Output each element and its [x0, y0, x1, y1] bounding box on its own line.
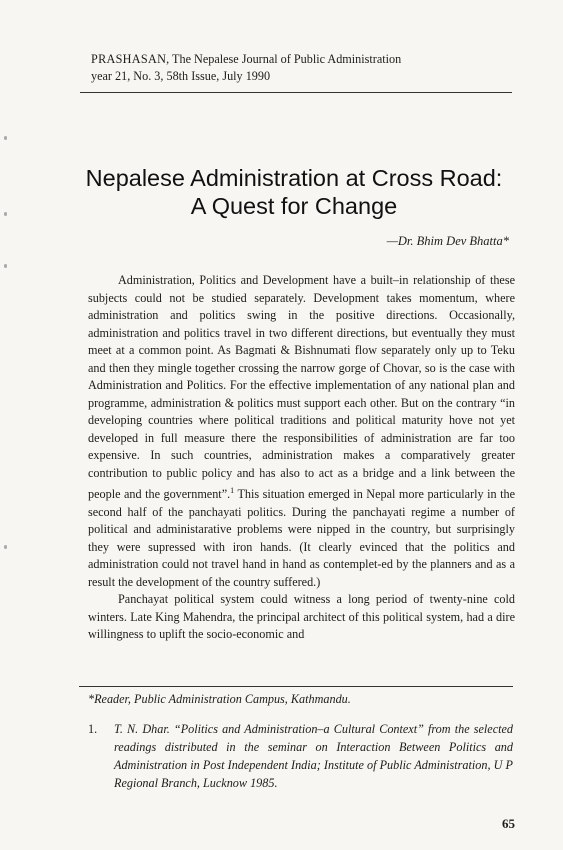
paragraph-1-continued: This situation emerged in Nepal more particularly in the second half of the panchayati politics. During the panchayati regime a number of political and administarative problems were nipped in the country, but surprisingly they were supressed with iron hands. (It clearly evinced that the politics and administration could not travel hand in hand as contemplet-ed by the planners and as a result the development of the country suffered.): [88, 487, 515, 589]
author-affiliation-note: *Reader, Public Administration Campus, Kathmandu.: [88, 692, 351, 706]
footnote-ref-1: 1: [230, 486, 235, 495]
footnote-text: T. N. Dhar. “Politics and Administration–a Cultural Context” from the selected readings distributed in the seminar on Interaction Between Politics and Administration in Post Independent India; Institute of Public Administration, U P Regional Branch, Lucknow 1985.: [114, 722, 513, 790]
footnote-divider: [79, 686, 513, 687]
header-divider: [80, 92, 512, 93]
journal-header: [91, 51, 491, 85]
scan-edge-mark: [4, 264, 7, 268]
journal-title-line: [91, 51, 491, 68]
journal-name: PRASHASAN: [91, 52, 167, 66]
footnote-1: [88, 720, 513, 792]
paragraph-1-text: Administration, Politics and Development have a built–in relationship of these subjects could not be studied separately. Development takes momentum, where administration and politics swing in the positive directions. Occasionally, administration and politics travel in two different directions, but eventually they must meet at a common point. As Bagmati & Bishnumati flow separately only up to Teku and then they mingle together crossing the narrow gorge of Chovar, so is the case with Administration and Politics. For the effective implementation of any national plan and programme, administration & politics must support each other. But on the contrary “in developing countries where political traditions and political maturity hove not yet developed in full measure there the responsibilities of administration are far too expensive. In such countries, administration makes a comparatively greater contribution to public policy and has also to act as a bridge and a link between the people and the government”.: [88, 273, 515, 502]
scan-edge-mark: [4, 545, 7, 549]
title-line-1: Nepalese Administration at Cross Road:: [85, 165, 503, 191]
paragraph-2: Panchayat political system could witness a long period of twenty-nine cold winters. Late King Mahendra, the principal architect of this political system, had a dire willingness to uplift the socio-economic and: [88, 592, 515, 642]
title-line-2: A Quest for Change: [190, 193, 398, 219]
scan-edge-mark: [4, 212, 7, 216]
issue-line: year 21, No. 3, 58th Issue, July 1990: [91, 69, 271, 83]
footnote-number: 1.: [88, 722, 98, 736]
journal-subtitle: , The Nepalese Journal of Public Administration: [166, 52, 402, 66]
article-title: [78, 164, 510, 220]
paragraph-1: [88, 272, 515, 591]
page-number: 65: [502, 816, 515, 831]
author-byline: —Dr. Bhim Dev Bhatta*: [386, 234, 509, 248]
scan-edge-mark: [4, 136, 7, 140]
article-body: [88, 272, 515, 644]
